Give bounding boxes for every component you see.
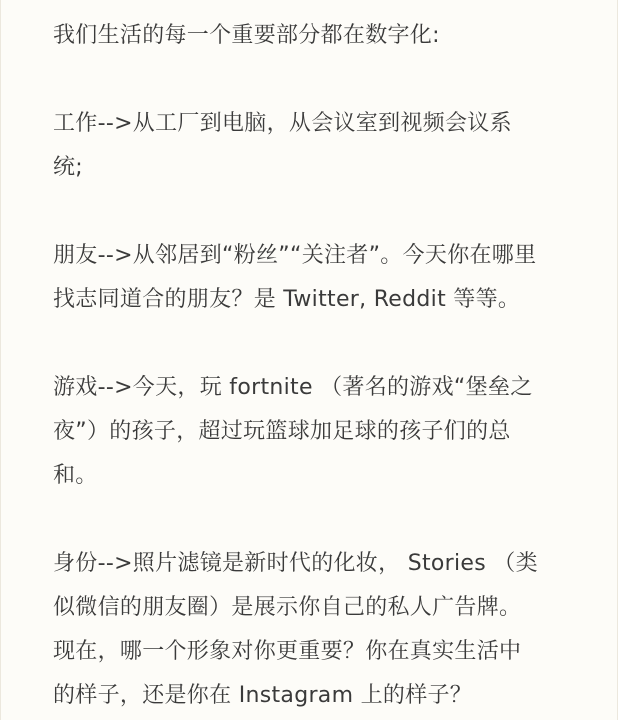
paragraph-line: 朋友-->从邻居到“粉丝”“关注者”。今天你在哪里 — [53, 243, 537, 268]
paragraph-line: 现在，哪一个形象对你更重要？你在真实生活中 — [53, 639, 522, 664]
paragraph-line: 似微信的朋友圈）是展示你自己的私人广告牌。 — [53, 595, 522, 620]
paragraph-line: 游戏-->今天，玩 fortnite （著名的游戏“堡垒之 — [53, 375, 533, 400]
paragraph-line: 的样子，还是你在 Instagram 上的样子？ — [53, 683, 473, 708]
article-body — [53, 14, 573, 720]
paragraph-line: 夜”）的孩子，超过玩篮球加足球的孩子们的总 — [53, 419, 511, 444]
paragraph-line: 找志同道合的朋友？是 Twitter, Reddit 等等。 — [53, 287, 521, 312]
intro-paragraph — [53, 14, 573, 58]
paragraph-identity — [53, 542, 573, 718]
paragraph-line: 统; — [53, 155, 84, 180]
paragraph-line: 身份-->照片滤镜是新时代的化妆， Stories （类 — [53, 551, 538, 576]
paragraph-line: 工作-->从工厂到电脑，从会议室到视频会议系 — [53, 111, 512, 136]
intro-line: 我们生活的每一个重要部分都在数字化: — [53, 23, 440, 48]
paragraph-friends — [53, 234, 573, 322]
paragraph-work — [53, 102, 573, 190]
paragraph-games — [53, 366, 573, 498]
paragraph-line: 和。 — [53, 463, 98, 488]
